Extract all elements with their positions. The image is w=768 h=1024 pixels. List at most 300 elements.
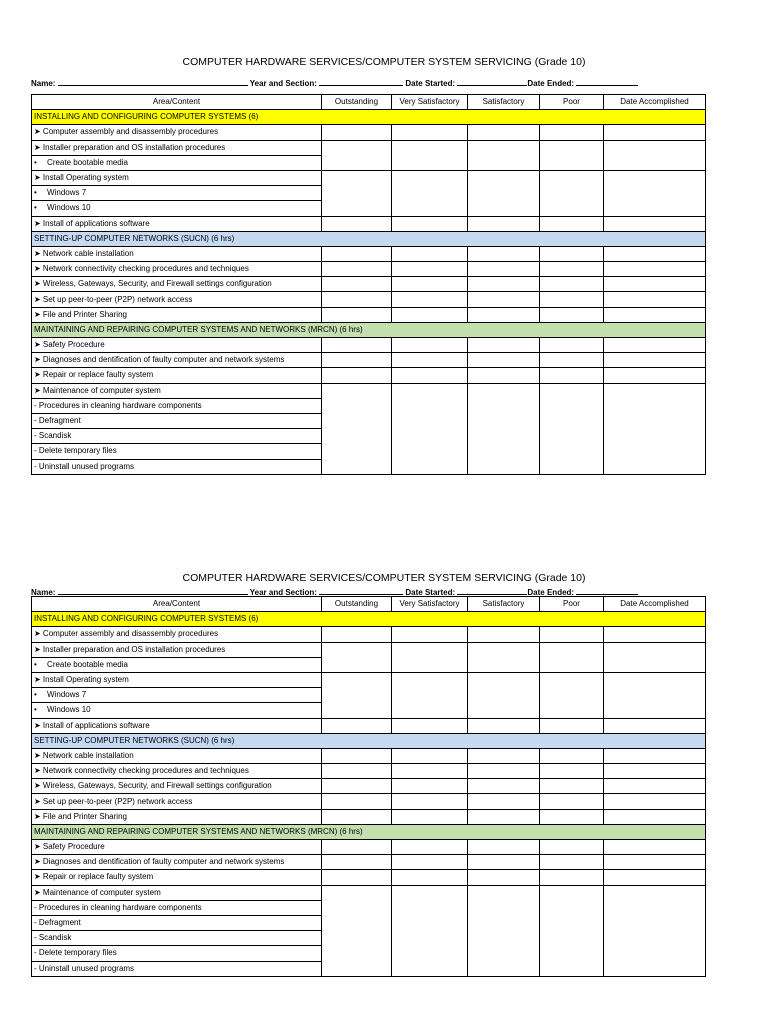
area-content-cell	[32, 459, 322, 474]
table-row	[32, 444, 706, 459]
rating-cell-outstanding[interactable]	[322, 855, 392, 870]
rating-cell-very-satisfactory[interactable]	[392, 292, 468, 307]
rating-cell-very-satisfactory[interactable]	[392, 931, 468, 946]
rating-cell-date-accomplished[interactable]	[604, 277, 706, 292]
rating-cell-satisfactory[interactable]	[468, 809, 540, 824]
rating-cell-poor[interactable]	[540, 201, 604, 216]
rating-cell-very-satisfactory[interactable]	[392, 794, 468, 809]
rating-cell-very-satisfactory[interactable]	[392, 672, 468, 687]
rating-cell-very-satisfactory[interactable]	[392, 216, 468, 231]
rating-cell-satisfactory[interactable]	[468, 840, 540, 855]
rating-cell-outstanding[interactable]	[322, 201, 392, 216]
rating-cell-very-satisfactory[interactable]	[392, 855, 468, 870]
rating-cell-satisfactory[interactable]	[468, 870, 540, 885]
rating-cell-very-satisfactory[interactable]	[392, 383, 468, 398]
rating-cell-satisfactory[interactable]	[468, 216, 540, 231]
rating-cell-satisfactory[interactable]	[468, 794, 540, 809]
rating-cell-outstanding[interactable]	[322, 627, 392, 642]
rating-cell-very-satisfactory[interactable]	[392, 429, 468, 444]
area-content-cell	[32, 672, 322, 687]
name-label: Name:	[31, 79, 56, 88]
date-ended-field[interactable]	[576, 77, 638, 86]
rating-cell-poor[interactable]	[540, 125, 604, 140]
rating-cell-very-satisfactory[interactable]	[392, 338, 468, 353]
rating-cell-poor[interactable]	[540, 292, 604, 307]
rating-cell-date-accomplished[interactable]	[604, 429, 706, 444]
item-label: Install of applications software	[40, 720, 150, 730]
rating-cell-very-satisfactory[interactable]	[392, 413, 468, 428]
rating-cell-poor[interactable]	[540, 338, 604, 353]
rating-cell-poor[interactable]	[540, 764, 604, 779]
area-content-cell	[32, 764, 322, 779]
rating-cell-date-accomplished[interactable]	[604, 383, 706, 398]
rating-cell-outstanding[interactable]	[322, 246, 392, 261]
rating-cell-poor[interactable]	[540, 186, 604, 201]
item-label: Windows 10	[44, 705, 91, 715]
arrow-bullet-icon: ➤	[34, 218, 41, 228]
rating-cell-outstanding[interactable]	[322, 413, 392, 428]
table-row	[32, 931, 706, 946]
rating-cell-date-accomplished[interactable]	[604, 186, 706, 201]
rating-cell-very-satisfactory[interactable]	[392, 398, 468, 413]
rating-cell-satisfactory[interactable]	[468, 688, 540, 703]
rating-cell-poor[interactable]	[540, 642, 604, 657]
rating-cell-outstanding[interactable]	[322, 398, 392, 413]
item-label: Installer preparation and OS installation procedures	[40, 644, 226, 654]
item-label: Network connectivity checking procedures and techniques	[40, 264, 249, 274]
rating-cell-date-accomplished[interactable]	[604, 855, 706, 870]
section-row	[32, 322, 706, 337]
item-label: Maintenance of computer system	[40, 887, 161, 897]
rating-cell-satisfactory[interactable]	[468, 627, 540, 642]
rating-cell-outstanding[interactable]	[322, 794, 392, 809]
rating-cell-very-satisfactory[interactable]	[392, 201, 468, 216]
section-row	[32, 231, 706, 246]
area-content-cell	[32, 140, 322, 155]
area-content-cell	[32, 840, 322, 855]
rating-cell-outstanding[interactable]	[322, 262, 392, 277]
rating-cell-satisfactory[interactable]	[468, 383, 540, 398]
rating-cell-satisfactory[interactable]	[468, 657, 540, 672]
column-header-very-satisfactory: Very Satisfactory	[392, 597, 468, 612]
year-section-field[interactable]	[319, 586, 403, 595]
area-content-cell	[32, 642, 322, 657]
rating-cell-satisfactory[interactable]	[468, 642, 540, 657]
item-label: Computer assembly and disassembly procedures	[40, 629, 219, 639]
rating-cell-poor[interactable]	[540, 262, 604, 277]
rating-cell-outstanding[interactable]	[322, 764, 392, 779]
rating-cell-date-accomplished[interactable]	[604, 170, 706, 185]
rating-cell-poor[interactable]	[540, 444, 604, 459]
area-content-cell	[32, 216, 322, 231]
rating-cell-outstanding[interactable]	[322, 383, 392, 398]
area-content-cell	[32, 946, 322, 961]
rating-cell-outstanding[interactable]	[322, 444, 392, 459]
rating-cell-poor[interactable]	[540, 368, 604, 383]
rating-cell-poor[interactable]	[540, 657, 604, 672]
rating-cell-poor[interactable]	[540, 855, 604, 870]
table-row	[32, 429, 706, 444]
area-content-cell	[32, 779, 322, 794]
rating-cell-date-accomplished[interactable]	[604, 900, 706, 915]
rating-cell-very-satisfactory[interactable]	[392, 353, 468, 368]
rating-cell-satisfactory[interactable]	[468, 262, 540, 277]
rating-cell-outstanding[interactable]	[322, 642, 392, 657]
rating-cell-outstanding[interactable]	[322, 779, 392, 794]
rating-cell-poor[interactable]	[540, 915, 604, 930]
name-field[interactable]	[58, 77, 248, 86]
area-content-cell	[32, 307, 322, 322]
rating-cell-date-accomplished[interactable]	[604, 444, 706, 459]
arrow-bullet-icon: ➤	[34, 264, 41, 274]
rating-cell-satisfactory[interactable]	[468, 459, 540, 474]
table-row	[32, 718, 706, 733]
rating-cell-satisfactory[interactable]	[468, 429, 540, 444]
rating-cell-poor[interactable]	[540, 140, 604, 155]
item-label: Installer preparation and OS installation procedures	[40, 142, 226, 152]
rating-cell-satisfactory[interactable]	[468, 779, 540, 794]
rating-cell-outstanding[interactable]	[322, 900, 392, 915]
header-row	[32, 597, 706, 612]
rating-cell-very-satisfactory[interactable]	[392, 946, 468, 961]
year-section-field[interactable]	[319, 77, 403, 86]
rating-cell-date-accomplished[interactable]	[604, 338, 706, 353]
item-label: File and Printer Sharing	[40, 309, 127, 319]
rating-cell-very-satisfactory[interactable]	[392, 809, 468, 824]
rating-cell-poor[interactable]	[540, 277, 604, 292]
rating-cell-satisfactory[interactable]	[468, 186, 540, 201]
rating-cell-outstanding[interactable]	[322, 277, 392, 292]
rating-cell-satisfactory[interactable]	[468, 915, 540, 930]
rating-cell-date-accomplished[interactable]	[604, 748, 706, 763]
rating-cell-date-accomplished[interactable]	[604, 931, 706, 946]
item-label: Create bootable media	[44, 659, 128, 669]
rating-cell-poor[interactable]	[540, 459, 604, 474]
item-label: Diagnoses and dentification of faulty computer and network systems	[40, 355, 285, 365]
year-section-label: Year and Section:	[249, 79, 317, 88]
area-content-cell	[32, 931, 322, 946]
rating-cell-date-accomplished[interactable]	[604, 627, 706, 642]
rating-cell-date-accomplished[interactable]	[604, 794, 706, 809]
dash-bullet-icon: -	[34, 400, 37, 410]
area-content-cell	[32, 353, 322, 368]
rating-cell-very-satisfactory[interactable]	[392, 870, 468, 885]
rating-cell-date-accomplished[interactable]	[604, 718, 706, 733]
rating-cell-satisfactory[interactable]	[468, 961, 540, 976]
section-row	[32, 824, 706, 839]
area-content-cell	[32, 429, 322, 444]
dash-bullet-icon: -	[34, 416, 37, 426]
rating-cell-poor[interactable]	[540, 413, 604, 428]
rating-cell-satisfactory[interactable]	[468, 444, 540, 459]
rating-cell-very-satisfactory[interactable]	[392, 262, 468, 277]
rating-cell-poor[interactable]	[540, 353, 604, 368]
dash-bullet-icon: -	[34, 918, 37, 928]
rating-cell-satisfactory[interactable]	[468, 201, 540, 216]
rating-cell-poor[interactable]	[540, 688, 604, 703]
column-header-poor: Poor	[540, 95, 604, 110]
rating-cell-outstanding[interactable]	[322, 931, 392, 946]
rating-cell-date-accomplished[interactable]	[604, 657, 706, 672]
area-content-cell	[32, 627, 322, 642]
rating-cell-outstanding[interactable]	[322, 840, 392, 855]
rating-cell-poor[interactable]	[540, 931, 604, 946]
rating-cell-very-satisfactory[interactable]	[392, 915, 468, 930]
rating-cell-very-satisfactory[interactable]	[392, 885, 468, 900]
rating-cell-satisfactory[interactable]	[468, 931, 540, 946]
item-label: Install of applications software	[40, 218, 150, 228]
arrow-bullet-icon: ➤	[34, 248, 41, 258]
rating-cell-poor[interactable]	[540, 794, 604, 809]
item-label: Procedures in cleaning hardware components	[36, 902, 202, 912]
rating-cell-very-satisfactory[interactable]	[392, 277, 468, 292]
name-label: Name:	[31, 588, 56, 597]
rating-cell-outstanding[interactable]	[322, 703, 392, 718]
rating-cell-outstanding[interactable]	[322, 915, 392, 930]
rating-cell-date-accomplished[interactable]	[604, 125, 706, 140]
rating-cell-very-satisfactory[interactable]	[392, 186, 468, 201]
rating-cell-very-satisfactory[interactable]	[392, 703, 468, 718]
rating-cell-outstanding[interactable]	[322, 870, 392, 885]
rating-cell-outstanding[interactable]	[322, 459, 392, 474]
arrow-bullet-icon: ➤	[34, 370, 41, 380]
rating-cell-date-accomplished[interactable]	[604, 885, 706, 900]
rating-cell-satisfactory[interactable]	[468, 885, 540, 900]
rating-cell-poor[interactable]	[540, 672, 604, 687]
rating-cell-very-satisfactory[interactable]	[392, 368, 468, 383]
rating-cell-outstanding[interactable]	[322, 657, 392, 672]
rating-cell-poor[interactable]	[540, 246, 604, 261]
rating-cell-date-accomplished[interactable]	[604, 672, 706, 687]
table-row	[32, 900, 706, 915]
rating-cell-date-accomplished[interactable]	[604, 353, 706, 368]
rating-cell-very-satisfactory[interactable]	[392, 459, 468, 474]
rating-cell-satisfactory[interactable]	[468, 246, 540, 261]
item-label: Diagnoses and dentification of faulty computer and network systems	[40, 857, 285, 867]
rating-cell-poor[interactable]	[540, 809, 604, 824]
rating-cell-poor[interactable]	[540, 961, 604, 976]
rating-cell-date-accomplished[interactable]	[604, 459, 706, 474]
rating-cell-date-accomplished[interactable]	[604, 642, 706, 657]
rating-cell-satisfactory[interactable]	[468, 368, 540, 383]
rating-cell-satisfactory[interactable]	[468, 125, 540, 140]
rating-cell-poor[interactable]	[540, 170, 604, 185]
header-row	[32, 95, 706, 110]
rating-cell-date-accomplished[interactable]	[604, 292, 706, 307]
rating-cell-very-satisfactory[interactable]	[392, 444, 468, 459]
name-field[interactable]	[58, 586, 248, 595]
rating-cell-very-satisfactory[interactable]	[392, 246, 468, 261]
rating-cell-outstanding[interactable]	[322, 748, 392, 763]
table-row	[32, 186, 706, 201]
rating-cell-outstanding[interactable]	[322, 338, 392, 353]
rating-cell-outstanding[interactable]	[322, 429, 392, 444]
rating-cell-very-satisfactory[interactable]	[392, 900, 468, 915]
rating-cell-poor[interactable]	[540, 946, 604, 961]
rating-cell-outstanding[interactable]	[322, 946, 392, 961]
rating-cell-poor[interactable]	[540, 216, 604, 231]
rating-cell-outstanding[interactable]	[322, 809, 392, 824]
section-title: SETTING-UP COMPUTER NETWORKS (SUCN) (6 hrs)	[32, 733, 706, 748]
rating-cell-poor[interactable]	[540, 748, 604, 763]
rating-cell-poor[interactable]	[540, 870, 604, 885]
rating-cell-outstanding[interactable]	[322, 353, 392, 368]
rating-cell-very-satisfactory[interactable]	[392, 688, 468, 703]
rating-cell-date-accomplished[interactable]	[604, 307, 706, 322]
rating-cell-outstanding[interactable]	[322, 186, 392, 201]
rating-cell-poor[interactable]	[540, 155, 604, 170]
rating-cell-outstanding[interactable]	[322, 140, 392, 155]
table-row	[32, 338, 706, 353]
rating-cell-poor[interactable]	[540, 307, 604, 322]
form-title: COMPUTER HARDWARE SERVICES/COMPUTER SYSTEM SERVICING (Grade 10)	[182, 56, 586, 68]
rating-cell-satisfactory[interactable]	[468, 764, 540, 779]
dot-bullet-icon: •	[34, 157, 37, 167]
rating-cell-outstanding[interactable]	[322, 961, 392, 976]
rating-cell-poor[interactable]	[540, 900, 604, 915]
rating-cell-very-satisfactory[interactable]	[392, 125, 468, 140]
rating-cell-date-accomplished[interactable]	[604, 840, 706, 855]
rating-cell-satisfactory[interactable]	[468, 140, 540, 155]
arrow-bullet-icon: ➤	[34, 781, 41, 791]
area-content-cell	[32, 413, 322, 428]
rating-cell-outstanding[interactable]	[322, 307, 392, 322]
rating-cell-poor[interactable]	[540, 779, 604, 794]
rating-cell-satisfactory[interactable]	[468, 413, 540, 428]
area-content-cell	[32, 703, 322, 718]
rating-cell-date-accomplished[interactable]	[604, 779, 706, 794]
rating-cell-date-accomplished[interactable]	[604, 703, 706, 718]
rating-cell-outstanding[interactable]	[322, 125, 392, 140]
table-row	[32, 748, 706, 763]
rating-cell-very-satisfactory[interactable]	[392, 764, 468, 779]
rating-cell-date-accomplished[interactable]	[604, 764, 706, 779]
rating-cell-satisfactory[interactable]	[468, 398, 540, 413]
rating-cell-date-accomplished[interactable]	[604, 216, 706, 231]
table-row	[32, 413, 706, 428]
rating-cell-satisfactory[interactable]	[468, 703, 540, 718]
rating-cell-date-accomplished[interactable]	[604, 413, 706, 428]
rating-cell-poor[interactable]	[540, 703, 604, 718]
rating-cell-satisfactory[interactable]	[468, 900, 540, 915]
rating-cell-satisfactory[interactable]	[468, 718, 540, 733]
rating-cell-outstanding[interactable]	[322, 368, 392, 383]
rating-cell-date-accomplished[interactable]	[604, 262, 706, 277]
rating-cell-very-satisfactory[interactable]	[392, 718, 468, 733]
rating-cell-satisfactory[interactable]	[468, 307, 540, 322]
rating-cell-poor[interactable]	[540, 398, 604, 413]
rating-cell-poor[interactable]	[540, 718, 604, 733]
rating-cell-outstanding[interactable]	[322, 216, 392, 231]
rating-cell-very-satisfactory[interactable]	[392, 170, 468, 185]
rating-cell-satisfactory[interactable]	[468, 353, 540, 368]
rating-cell-very-satisfactory[interactable]	[392, 657, 468, 672]
rating-cell-very-satisfactory[interactable]	[392, 840, 468, 855]
rating-cell-outstanding[interactable]	[322, 885, 392, 900]
rating-cell-satisfactory[interactable]	[468, 946, 540, 961]
rating-cell-date-accomplished[interactable]	[604, 368, 706, 383]
rating-cell-date-accomplished[interactable]	[604, 870, 706, 885]
area-content-cell	[32, 809, 322, 824]
table-row	[32, 277, 706, 292]
rating-cell-satisfactory[interactable]	[468, 855, 540, 870]
rating-cell-satisfactory[interactable]	[468, 170, 540, 185]
dot-bullet-icon: •	[34, 203, 37, 213]
rating-cell-satisfactory[interactable]	[468, 748, 540, 763]
area-content-cell	[32, 748, 322, 763]
section-title: SETTING-UP COMPUTER NETWORKS (SUCN) (6 hrs)	[32, 231, 706, 246]
table-row	[32, 946, 706, 961]
table-row	[32, 657, 706, 672]
dash-bullet-icon: -	[34, 963, 37, 973]
arrow-bullet-icon: ➤	[34, 887, 41, 897]
rating-cell-outstanding[interactable]	[322, 155, 392, 170]
rating-cell-date-accomplished[interactable]	[604, 201, 706, 216]
rating-cell-poor[interactable]	[540, 383, 604, 398]
rating-cell-date-accomplished[interactable]	[604, 915, 706, 930]
rating-cell-date-accomplished[interactable]	[604, 809, 706, 824]
rating-cell-date-accomplished[interactable]	[604, 688, 706, 703]
year-section-label: Year and Section:	[249, 588, 317, 597]
section-row	[32, 110, 706, 125]
rating-cell-satisfactory[interactable]	[468, 277, 540, 292]
rating-cell-satisfactory[interactable]	[468, 338, 540, 353]
area-content-cell	[32, 718, 322, 733]
rating-cell-outstanding[interactable]	[322, 718, 392, 733]
rating-cell-very-satisfactory[interactable]	[392, 961, 468, 976]
rating-cell-outstanding[interactable]	[322, 688, 392, 703]
area-content-cell	[32, 262, 322, 277]
area-content-cell	[32, 186, 322, 201]
date-started-field[interactable]	[457, 586, 527, 595]
item-label: Wireless, Gateways, Security, and Firewall settings configuration	[40, 279, 272, 289]
section-title: INSTALLING AND CONFIGURING COMPUTER SYSTEMS (6)	[32, 110, 706, 125]
rating-cell-date-accomplished[interactable]	[604, 961, 706, 976]
area-content-cell	[32, 444, 322, 459]
rating-cell-date-accomplished[interactable]	[604, 140, 706, 155]
rating-cell-date-accomplished[interactable]	[604, 398, 706, 413]
arrow-bullet-icon: ➤	[34, 675, 41, 685]
rating-cell-date-accomplished[interactable]	[604, 946, 706, 961]
date-ended-field[interactable]	[576, 586, 638, 595]
rating-cell-outstanding[interactable]	[322, 672, 392, 687]
rating-cell-very-satisfactory[interactable]	[392, 155, 468, 170]
rating-cell-poor[interactable]	[540, 627, 604, 642]
rating-cell-outstanding[interactable]	[322, 292, 392, 307]
area-content-cell	[32, 870, 322, 885]
area-content-cell	[32, 794, 322, 809]
rating-cell-very-satisfactory[interactable]	[392, 779, 468, 794]
rating-cell-very-satisfactory[interactable]	[392, 140, 468, 155]
rating-cell-date-accomplished[interactable]	[604, 246, 706, 261]
arrow-bullet-icon: ➤	[34, 127, 41, 137]
arrow-bullet-icon: ➤	[34, 750, 41, 760]
date-started-field[interactable]	[457, 77, 527, 86]
rating-cell-very-satisfactory[interactable]	[392, 642, 468, 657]
rating-cell-poor[interactable]	[540, 840, 604, 855]
rating-cell-poor[interactable]	[540, 429, 604, 444]
rating-cell-poor[interactable]	[540, 885, 604, 900]
item-label: Delete temporary files	[36, 446, 117, 456]
rating-cell-satisfactory[interactable]	[468, 672, 540, 687]
rating-cell-date-accomplished[interactable]	[604, 155, 706, 170]
rating-cell-very-satisfactory[interactable]	[392, 627, 468, 642]
rating-cell-outstanding[interactable]	[322, 170, 392, 185]
rating-cell-satisfactory[interactable]	[468, 155, 540, 170]
rating-cell-very-satisfactory[interactable]	[392, 307, 468, 322]
rating-cell-very-satisfactory[interactable]	[392, 748, 468, 763]
rating-cell-satisfactory[interactable]	[468, 292, 540, 307]
